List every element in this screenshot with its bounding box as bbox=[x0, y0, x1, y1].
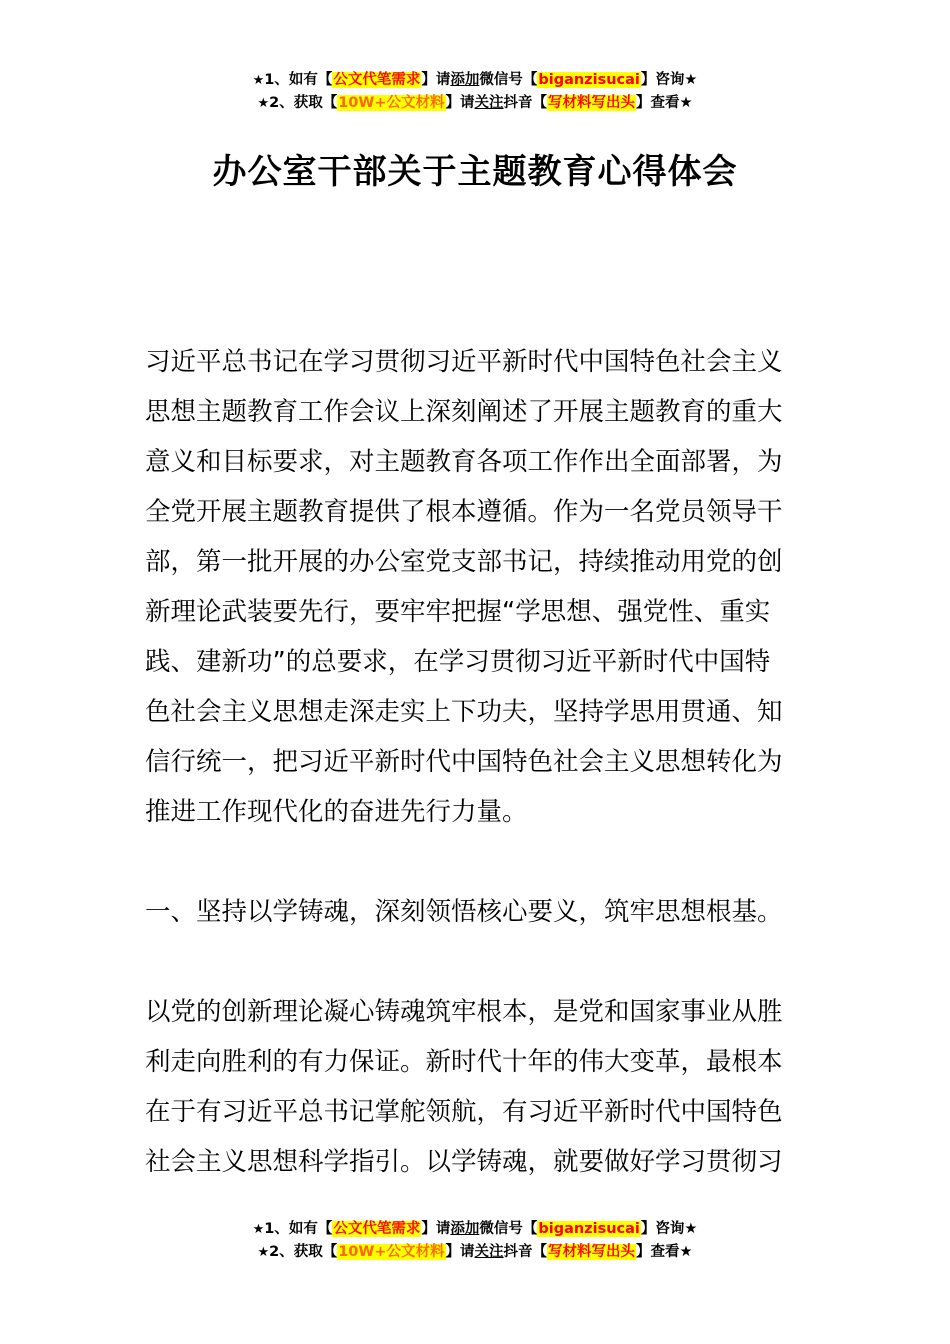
text-line: 意义和目标要求，对主题教育各项工作作出全面部署，为 bbox=[145, 447, 783, 477]
text-line: 以党的创新理论凝心铸魂筑牢根本，是党和国家事业从胜 bbox=[145, 997, 783, 1027]
text-line: 思想主题教育工作会议上深刻阐述了开展主题教育的重大 bbox=[145, 397, 783, 427]
text-line: 践、建新功”的总要求，在学习贯彻习近平新时代中国特 bbox=[145, 647, 771, 677]
text-line: 部，第一批开展的办公室党支部书记，持续推动用党的创 bbox=[145, 547, 783, 577]
star-icon: ★ bbox=[252, 73, 265, 88]
banner-line-2: ★2、获取【10W+公文材料】请关注抖音【写材料写出头】查看★ bbox=[257, 95, 693, 111]
star-icon: ★ bbox=[252, 1222, 265, 1237]
text-line: 利走向胜利的有力保证。新时代十年的伟大变革，最根本 bbox=[145, 1047, 783, 1077]
document-title: 办公室干部关于主题教育心得体会 bbox=[212, 152, 738, 192]
text-line: 在于有习近平总书记掌舵领航，有习近平新时代中国特色 bbox=[145, 1097, 783, 1127]
highlight-wechat-id: biganzisucai bbox=[538, 72, 640, 88]
text-line: 社会主义思想科学指引。以学铸魂，就要做好学习贯彻习 bbox=[145, 1147, 783, 1177]
footer-banner bbox=[0, 1218, 950, 1264]
star-icon: ★ bbox=[257, 96, 270, 111]
text-line: 色社会主义思想走深走实上下功夫，坚持学思用贯通、知 bbox=[145, 697, 783, 727]
highlight-materials: 10W+公文材料 bbox=[338, 1244, 445, 1260]
text-line: 推进工作现代化的奋进先行力量。 bbox=[145, 797, 528, 827]
text-line: 习近平总书记在学习贯彻习近平新时代中国特色社会主义 bbox=[145, 347, 783, 377]
highlight-douyin: 写材料写出头 bbox=[548, 1244, 636, 1260]
banner-line-1: ★1、如有【公文代笔需求】请添加微信号【biganzisucai】咨询★ bbox=[252, 72, 698, 88]
text-line: 全党开展主题教育提供了根本遵循。作为一名党员领导干 bbox=[145, 497, 783, 527]
highlight-service: 公文代笔需求 bbox=[333, 1221, 421, 1237]
banner-line-2: ★2、获取【10W+公文材料】请关注抖音【写材料写出头】查看★ bbox=[257, 1244, 693, 1260]
header-banner bbox=[0, 69, 950, 115]
paragraph-section-1 bbox=[145, 987, 807, 1187]
highlight-douyin: 写材料写出头 bbox=[548, 95, 636, 111]
section-heading-1: 一、坚持以学铸魂，深刻领悟核心要义，筑牢思想根基。 bbox=[145, 897, 783, 927]
highlight-materials: 10W+公文材料 bbox=[338, 95, 445, 111]
highlight-wechat-id: biganzisucai bbox=[538, 1221, 640, 1237]
text-line: 新理论武装要先行，要牢牢把握“学思想、强党性、重实 bbox=[145, 597, 771, 627]
text-line: 信行统一，把习近平新时代中国特色社会主义思想转化为 bbox=[145, 747, 783, 777]
paragraph-intro bbox=[145, 337, 807, 837]
banner-line-1: ★1、如有【公文代笔需求】请添加微信号【biganzisucai】咨询★ bbox=[252, 1221, 698, 1237]
star-icon: ★ bbox=[257, 1245, 270, 1260]
highlight-service: 公文代笔需求 bbox=[333, 72, 421, 88]
